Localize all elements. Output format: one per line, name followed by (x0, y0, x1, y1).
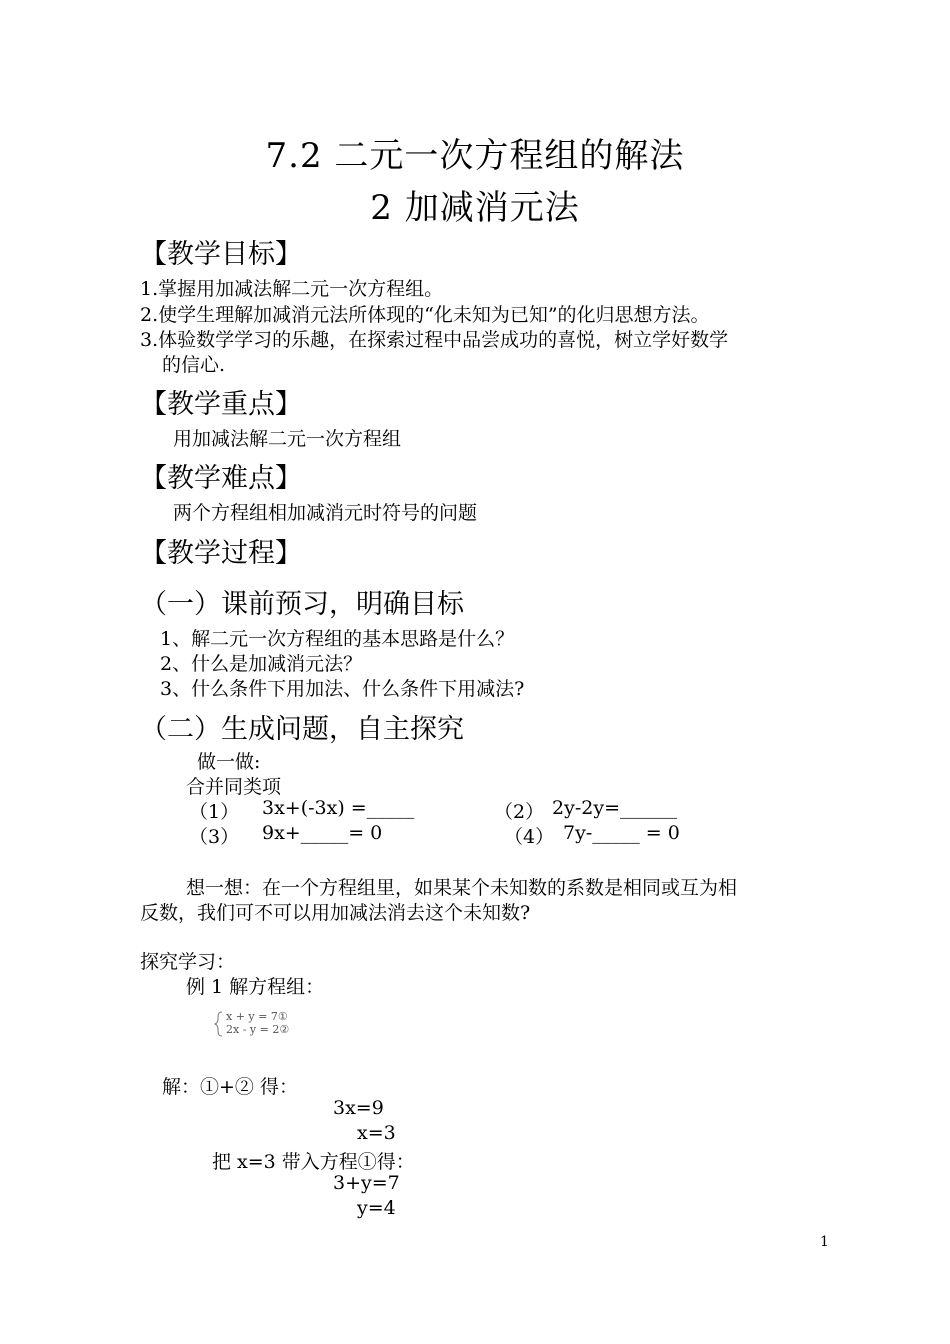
system-equation-1: x + y = 7① (226, 1010, 288, 1023)
key-point-heading: 【教学重点】 (140, 389, 302, 420)
difficulty-heading: 【教学难点】 (140, 463, 302, 494)
doc-title: 7.2 二元一次方程组的解法 (265, 136, 685, 176)
goal-item-2: 2.使学生理解加减消元法所体现的“化未知为已知”的化归思想方法。 (140, 304, 710, 326)
explore-label: 探究学习： (140, 951, 236, 973)
exercise-3: 9x+_____= 0 (262, 822, 383, 844)
part1-item-3: 3、什么条件下用加法、什么条件下用减法? (160, 678, 525, 700)
solution-step-4: 3+y=7 (333, 1172, 400, 1194)
doc-subtitle: 2 加减消元法 (370, 188, 580, 228)
exercise-2-number: （2） (494, 801, 545, 823)
think-line-2: 反数，我们可不可以用加减法消去这个未知数? (140, 902, 531, 924)
goals-heading: 【教学目标】 (140, 239, 302, 270)
page-number: 1 (820, 1234, 829, 1250)
part1-item-1: 1、解二元一次方程组的基本思路是什么？ (160, 628, 515, 650)
solution-step-3: 把 x=3 带入方程①得： (212, 1151, 415, 1173)
exercise-1-number: （1） (189, 801, 240, 823)
goal-item-3: 3.体验数学学习的乐趣，在探索过程中品尝成功的喜悦，树立学好数学 (140, 329, 729, 351)
key-point-text: 用加减法解二元一次方程组 (173, 428, 402, 450)
goal-item-1: 1.掌握用加减法解二元一次方程组。 (140, 278, 444, 300)
exercise-1: 3x+(-3x) =_____ (262, 797, 415, 819)
do-label: 做一做: (197, 751, 261, 773)
think-line-1: 想一想：在一个方程组里，如果某个未知数的系数是相同或互为相 (186, 877, 738, 899)
exercise-4: 7y-_____ = 0 (563, 822, 680, 844)
system-equation-2: 2x - y = 2② (226, 1023, 290, 1036)
exercise-4-number: （4） (504, 826, 555, 848)
exercise-3-number: （3） (189, 826, 240, 848)
solution-step-1: 3x=9 (333, 1097, 384, 1119)
part2-heading: （二）生成问题，自主探究 (140, 714, 464, 745)
solution-step-2: x=3 (357, 1122, 396, 1144)
combine-label: 合并同类项 (186, 776, 282, 798)
part1-item-2: 2、什么是加减消元法？ (160, 653, 363, 675)
example-label: 例 1 解方程组： (186, 976, 325, 998)
exercise-2: 2y-2y=______ (552, 797, 677, 819)
goal-item-3-cont: 的信心. (162, 354, 226, 376)
solution-step-5: y=4 (357, 1197, 396, 1219)
part1-heading: （一）课前预习，明确目标 (140, 589, 464, 620)
difficulty-text: 两个方程组相加减消元时符号的问题 (173, 502, 478, 524)
process-heading: 【教学过程】 (140, 538, 302, 569)
solution-intro: 解：①+② 得： (162, 1076, 298, 1098)
